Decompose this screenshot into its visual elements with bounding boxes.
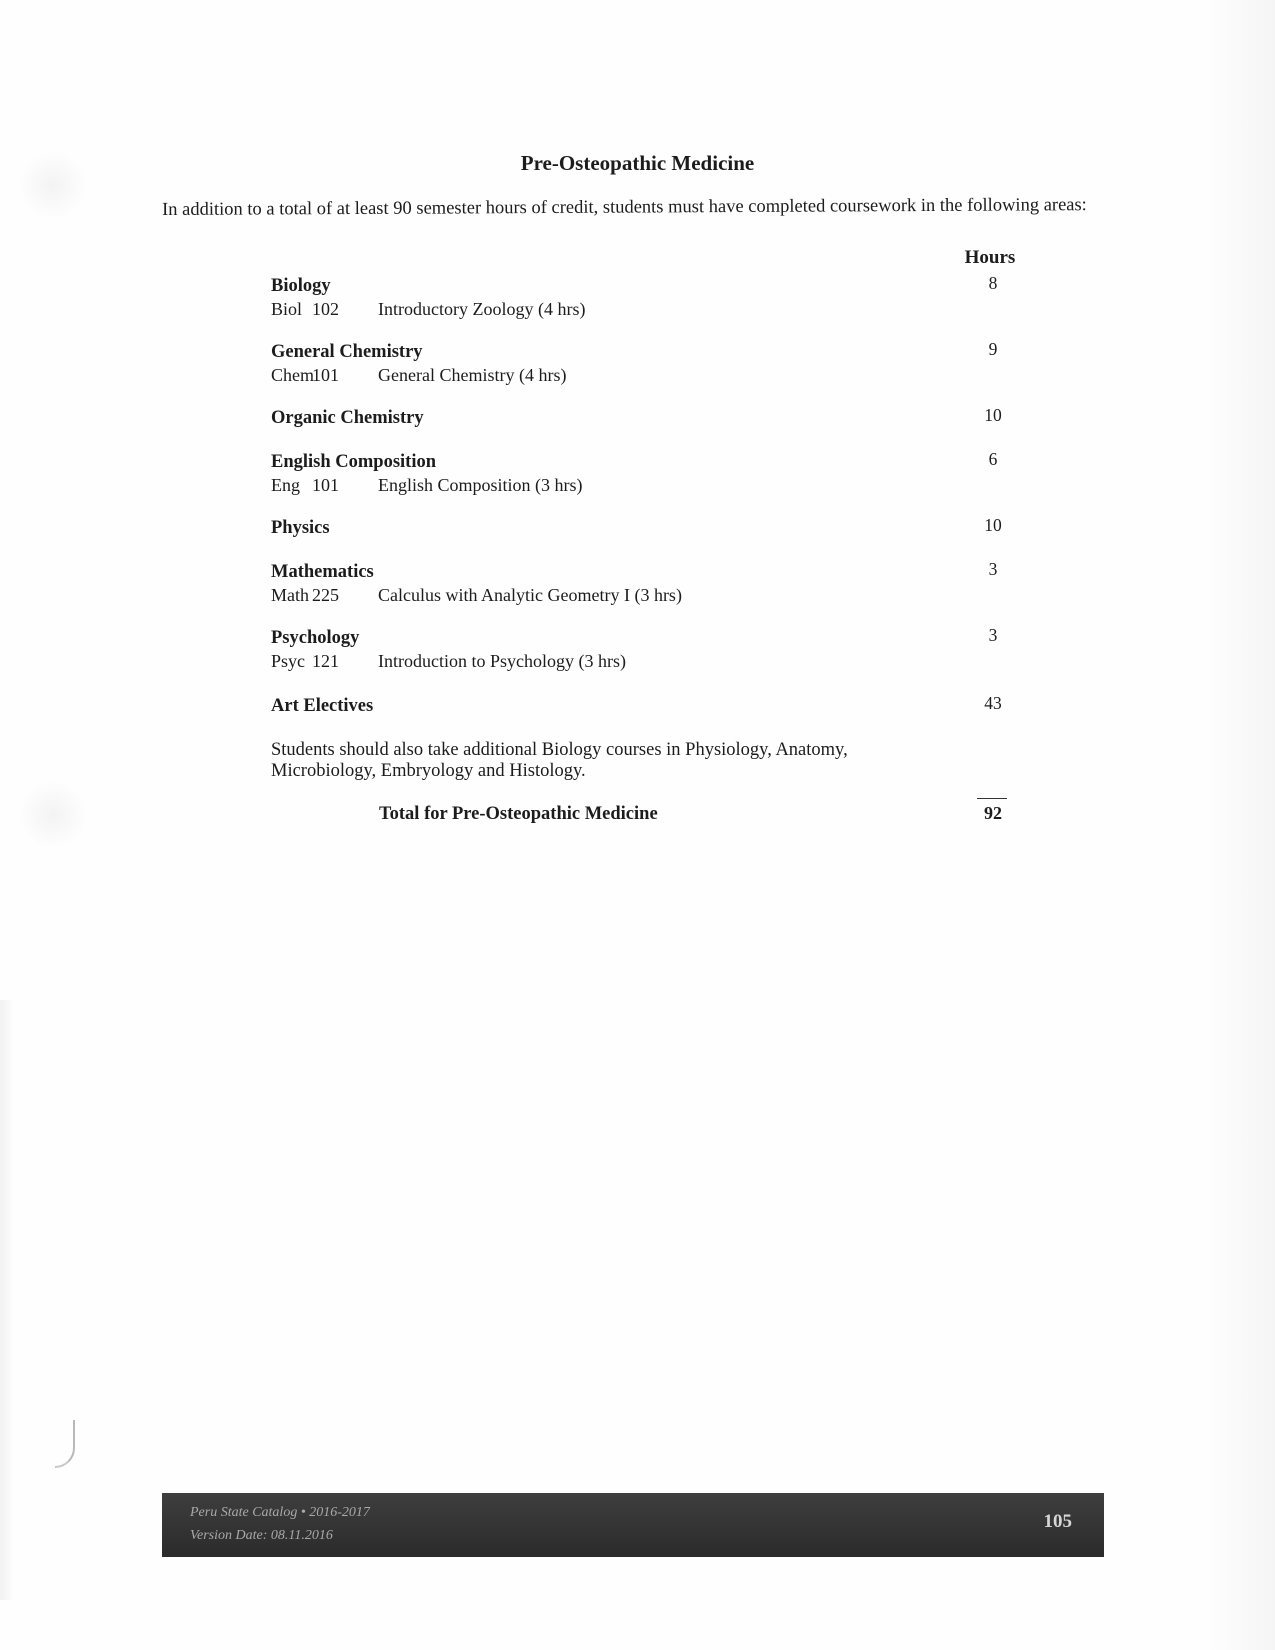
requirement-hours-physics: 10 — [984, 515, 1002, 535]
scan-shadow-left — [0, 1000, 14, 1600]
page-title: Pre-Osteopathic Medicine — [520, 151, 755, 175]
requirement-hours-general-chemistry: 9 — [988, 339, 998, 359]
course-name: Calculus with Analytic Geometry I (3 hrs) — [378, 585, 682, 605]
course-number: 102 — [312, 299, 339, 319]
additional-courses-note: Students should also take additional Biology courses in Physiology, Anatomy, Microbiology, Embryology and Histology. — [271, 740, 848, 781]
requirement-course-biology — [271, 299, 585, 320]
course-dept: Psyc — [271, 651, 306, 671]
punch-hole-shadow-middle — [18, 780, 88, 850]
requirement-course-psychology — [271, 651, 626, 672]
requirement-hours-organic-chemistry: 10 — [984, 405, 1002, 425]
requirement-course-english-composition — [271, 475, 583, 496]
hours-column-header: Hours — [964, 247, 1016, 268]
requirement-area-mathematics: Mathematics — [271, 562, 374, 582]
requirement-hours-psychology: 3 — [988, 625, 998, 645]
course-number: 225 — [312, 585, 339, 605]
course-name: General Chemistry (4 hrs) — [378, 365, 567, 385]
requirement-area-art-electives: Art Electives — [271, 696, 374, 716]
requirement-area-organic-chemistry: Organic Chemistry — [271, 408, 424, 428]
footer-bar — [162, 1493, 1104, 1557]
scan-shadow-right — [1205, 0, 1275, 1650]
requirement-area-english-composition: English Composition — [271, 452, 437, 472]
intro-paragraph: In addition to a total of at least 90 semester hours of credit, students must have completed coursework in the following areas: — [162, 195, 1087, 220]
footer-version-date: Version Date: 08.11.2016 — [190, 1528, 333, 1543]
course-name: Introductory Zoology (4 hrs) — [378, 299, 586, 319]
requirement-area-biology: Biology — [271, 276, 331, 296]
requirement-hours-biology: 8 — [988, 273, 998, 293]
course-name: Introduction to Psychology (3 hrs) — [378, 651, 626, 671]
total-label: Total for Pre-Osteopathic Medicine — [379, 804, 658, 824]
course-name: English Composition (3 hrs) — [378, 475, 583, 495]
total-rule-line — [977, 798, 1007, 799]
course-number: 101 — [312, 475, 339, 495]
punch-hole-mark — [55, 1420, 75, 1468]
page-number: 105 — [1043, 1511, 1072, 1532]
footer-catalog-name: Peru State Catalog • 2016-2017 — [190, 1505, 370, 1520]
requirement-course-general-chemistry — [271, 365, 566, 386]
course-dept: Biol — [271, 299, 303, 319]
requirement-hours-art-electives: 43 — [984, 693, 1002, 713]
requirement-hours-mathematics: 3 — [988, 559, 998, 579]
total-hours: 92 — [984, 803, 1002, 823]
course-dept: Eng — [271, 475, 300, 495]
requirement-hours-english-composition: 6 — [988, 449, 998, 469]
requirement-area-psychology: Psychology — [271, 628, 360, 648]
course-dept: Math — [271, 585, 309, 605]
course-dept: Chem — [271, 365, 314, 385]
requirement-area-general-chemistry: General Chemistry — [271, 342, 423, 362]
requirement-area-physics: Physics — [271, 518, 330, 538]
requirement-course-mathematics — [271, 585, 682, 606]
course-number: 101 — [312, 365, 339, 385]
course-number: 121 — [312, 651, 339, 671]
